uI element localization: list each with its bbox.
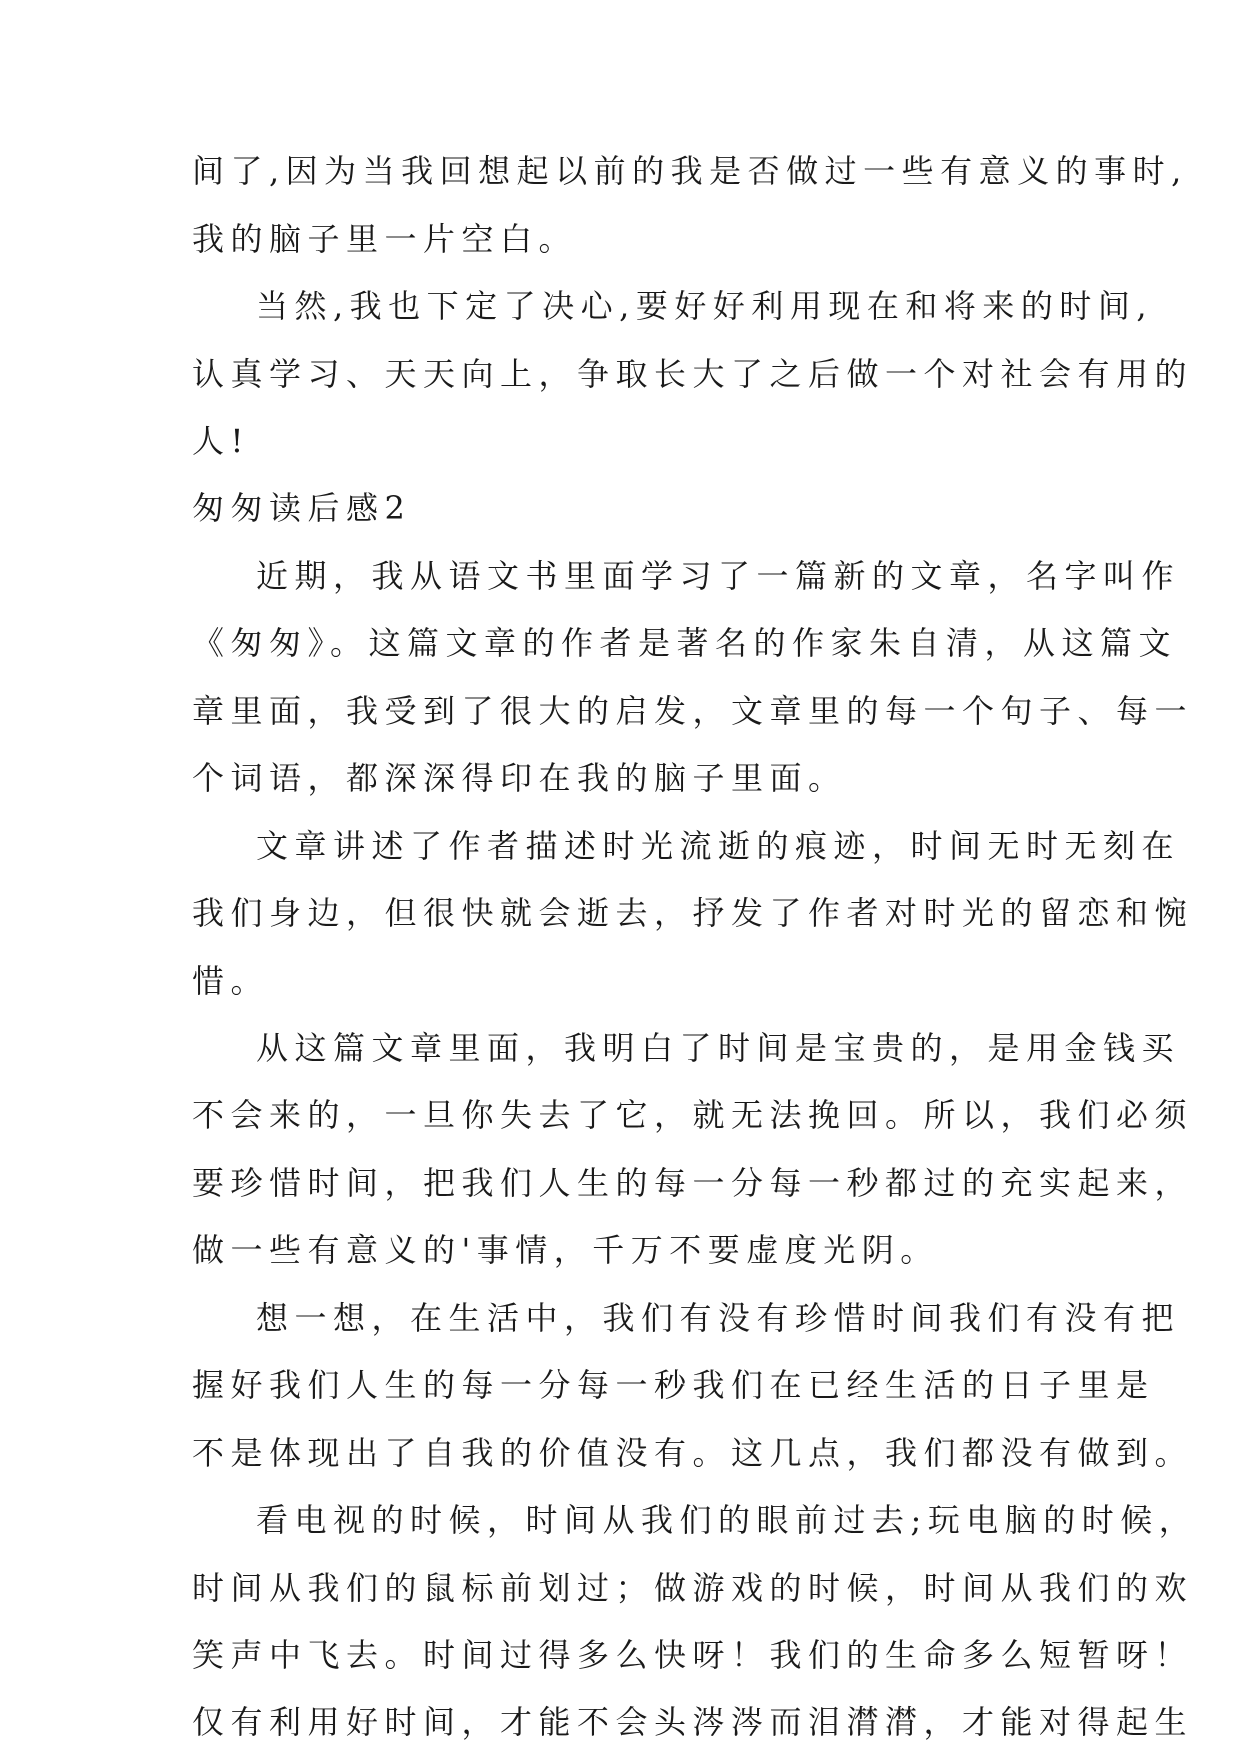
text-line: 个词语，都深深得印在我的脑子里面。 xyxy=(192,759,847,797)
paragraph-start-line: 文章讲述了作者描述时光流逝的痕迹，时间无时无刻在 xyxy=(256,827,1181,865)
text-line: 仅有利用好时间，才能不会头涔涔而泪潸潸，才能对得起生 xyxy=(192,1703,1194,1741)
text-line: 惜。 xyxy=(192,962,270,1000)
paragraph-start-line: 看电视的时候，时间从我们的眼前过去;玩电脑的时候， xyxy=(256,1501,1198,1539)
text-line: 间了,因为当我回想起以前的我是否做过一些有意义的事时, xyxy=(192,152,1188,190)
text-line: 时间从我们的鼠标前划过；做游戏的时候，时间从我们的欢 xyxy=(192,1569,1194,1607)
paragraph-start-line: 近期，我从语文书里面学习了一篇新的文章，名字叫作 xyxy=(256,557,1181,595)
paragraph-start-line: 当然,我也下定了决心,要好好利用现在和将来的时间, xyxy=(256,287,1154,325)
text-line: 做一些有意义的'事情，千万不要虚度光阴。 xyxy=(192,1231,939,1269)
text-line: 《匆匆》。这篇文章的作者是著名的作家朱自清，从这篇文 xyxy=(192,624,1178,662)
text-line: 章里面，我受到了很大的启发，文章里的每一个句子、每一 xyxy=(192,692,1194,730)
text-line: 握好我们人生的每一分每一秒我们在已经生活的日子里是 xyxy=(192,1366,1155,1404)
paragraph-start-line: 从这篇文章里面，我明白了时间是宝贵的，是用金钱买 xyxy=(256,1029,1181,1067)
section-heading: 匆匆读后感2 xyxy=(192,489,412,527)
text-line: 要珍惜时间，把我们人生的每一分每一秒都过的充实起来， xyxy=(192,1164,1194,1202)
text-line: 我们身边，但很快就会逝去，抒发了作者对时光的留恋和惋 xyxy=(192,894,1194,932)
text-line: 不会来的，一旦你失去了它，就无法挽回。所以，我们必须 xyxy=(192,1096,1194,1134)
text-line: 笑声中飞去。时间过得多么快呀！我们的生命多么短暂呀！ xyxy=(192,1636,1194,1674)
paragraph-start-line: 想一想，在生活中，我们有没有珍惜时间我们有没有把 xyxy=(256,1299,1181,1337)
text-line: 我的脑子里一片空白。 xyxy=(192,220,578,258)
text-line: 人! xyxy=(192,422,250,460)
text-line: 不是体现出了自我的价值没有。这几点，我们都没有做到。 xyxy=(192,1434,1194,1472)
text-line: 认真学习、天天向上，争取长大了之后做一个对社会有用的 xyxy=(192,355,1194,393)
